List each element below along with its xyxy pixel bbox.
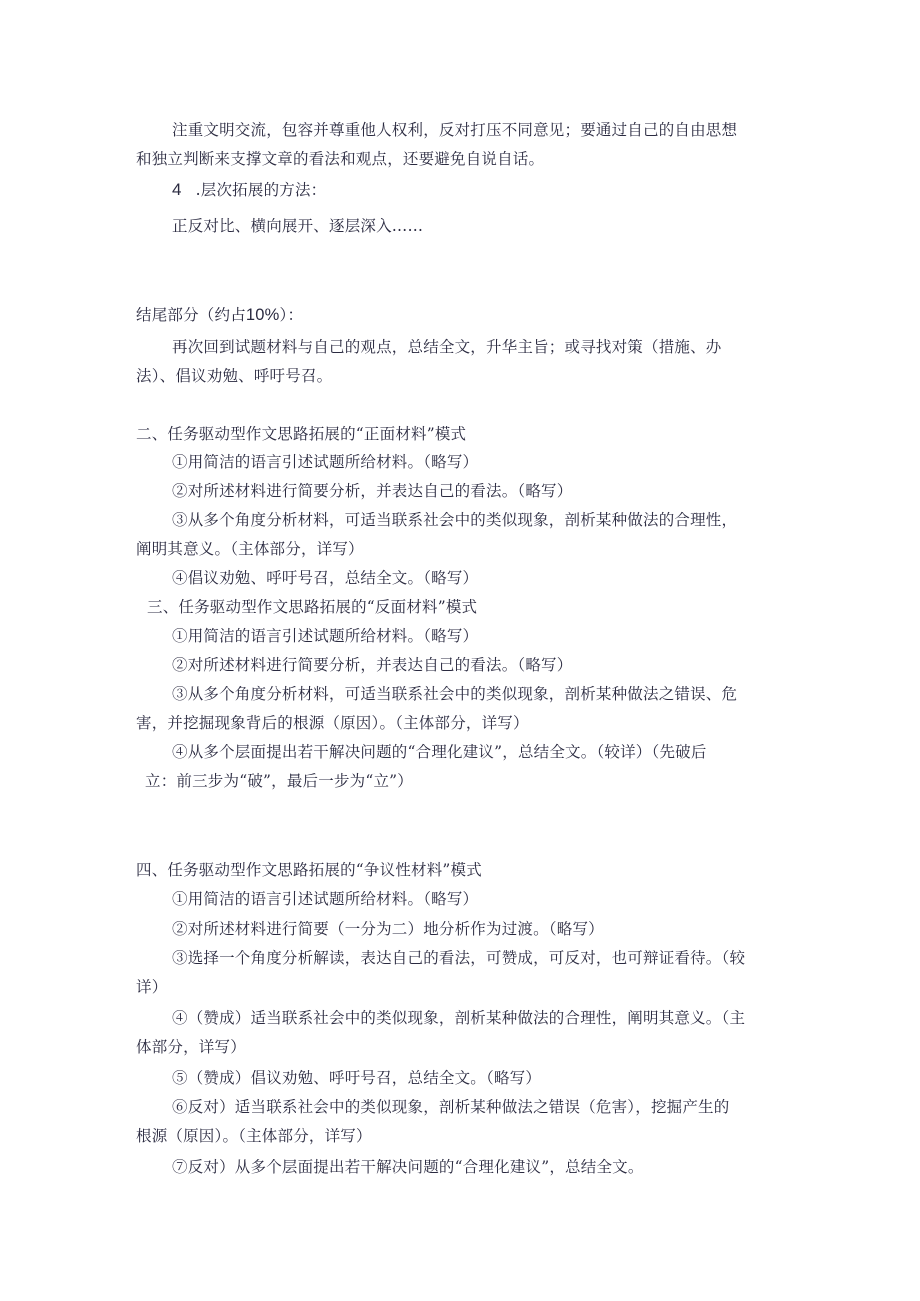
section-heading: 三、任务驱动型作文思路拓展的“反面材料”模式	[147, 598, 478, 616]
list-item: ②对所述材料进行简要（一分为二）地分析作为过渡。（略写）	[172, 920, 604, 938]
section-heading: 二、任务驱动型作文思路拓展的“正面材料”模式	[136, 425, 467, 443]
paragraph-line: 体部分，详写）	[136, 1038, 246, 1056]
list-item: ④倡议劝勉、呼吁号召，总结全文。（略写）	[172, 569, 479, 587]
list-item: ③选择一个角度分析解读，表达自己的看法，可赞成，可反对，也可辩证看待。（较	[172, 949, 746, 967]
list-item: ③从多个角度分析材料，可适当联系社会中的类似现象，剖析某种做法之错误、危	[172, 685, 738, 703]
list-item: ①用简洁的语言引述试题所给材料。（略写）	[172, 890, 479, 908]
section-heading: 四、任务驱动型作文思路拓展的“争议性材料”模式	[136, 861, 482, 879]
percentage: 10%	[245, 306, 280, 324]
list-item: ①用简洁的语言引述试题所给材料。（略写）	[172, 453, 479, 471]
paragraph-line: 和独立判断来支撑文章的看法和观点，还要避免自说自话。	[136, 150, 545, 168]
list-item: ⑦反对）从多个层面提出若干解决问题的“合理化建议”，总结全文。	[172, 1158, 644, 1176]
list-item: ①用简洁的语言引述试题所给材料。（略写）	[172, 627, 479, 645]
list-heading	[172, 180, 326, 200]
list-item: ④（赞成）适当联系社会中的类似现象，剖析某种做法的合理性，阐明其意义。（主	[172, 1009, 746, 1027]
paragraph-line: 害，并挖掘现象背后的根源（原因）。（主体部分，详写）	[136, 714, 529, 732]
list-heading-text: .层次拓展的方法：	[195, 181, 327, 199]
paragraph-line: 详）	[136, 978, 168, 996]
paragraph-line: 阐明其意义。（主体部分，详写）	[136, 540, 364, 558]
list-item: ⑥反对）适当联系社会中的类似现象，剖析某种做法之错误（危害），挖掘产生的	[172, 1098, 730, 1116]
paragraph-line: 法）、倡议劝勉、呼吁号召。	[136, 367, 333, 385]
paragraph-line: 注重文明交流，包容并尊重他人权利，反对打压不同意见；要通过自己的自由思想	[172, 121, 738, 139]
list-item: ②对所述材料进行简要分析，并表达自己的看法。（略写）	[172, 482, 573, 500]
list-item: ②对所述材料进行简要分析，并表达自己的看法。（略写）	[172, 656, 573, 674]
list-item: ④从多个层面提出若干解决问题的“合理化建议”，总结全文。（较详）（先破后	[172, 743, 707, 761]
paragraph-line: 根源（原因）。（主体部分，详写）	[136, 1127, 372, 1145]
heading-suffix: ）：	[279, 306, 304, 324]
list-item: ⑤（赞成）倡议劝勉、呼吁号召，总结全文。（略写）	[172, 1069, 542, 1087]
list-number: 4	[172, 180, 182, 199]
paragraph-line: 正反对比、横向展开、逐层深入……	[172, 217, 424, 235]
list-item: ③从多个角度分析材料，可适当联系社会中的类似现象，剖析某种做法的合理性，	[172, 511, 738, 529]
heading-prefix: 结尾部分（约占	[136, 306, 246, 324]
section-heading	[136, 305, 303, 325]
paragraph-line: 再次回到试题材料与自己的观点，总结全文，升华主旨；或寻找对策（措施、办	[172, 338, 722, 356]
paragraph-line: 立：前三步为“破”，最后一步为“立”）	[145, 772, 413, 790]
